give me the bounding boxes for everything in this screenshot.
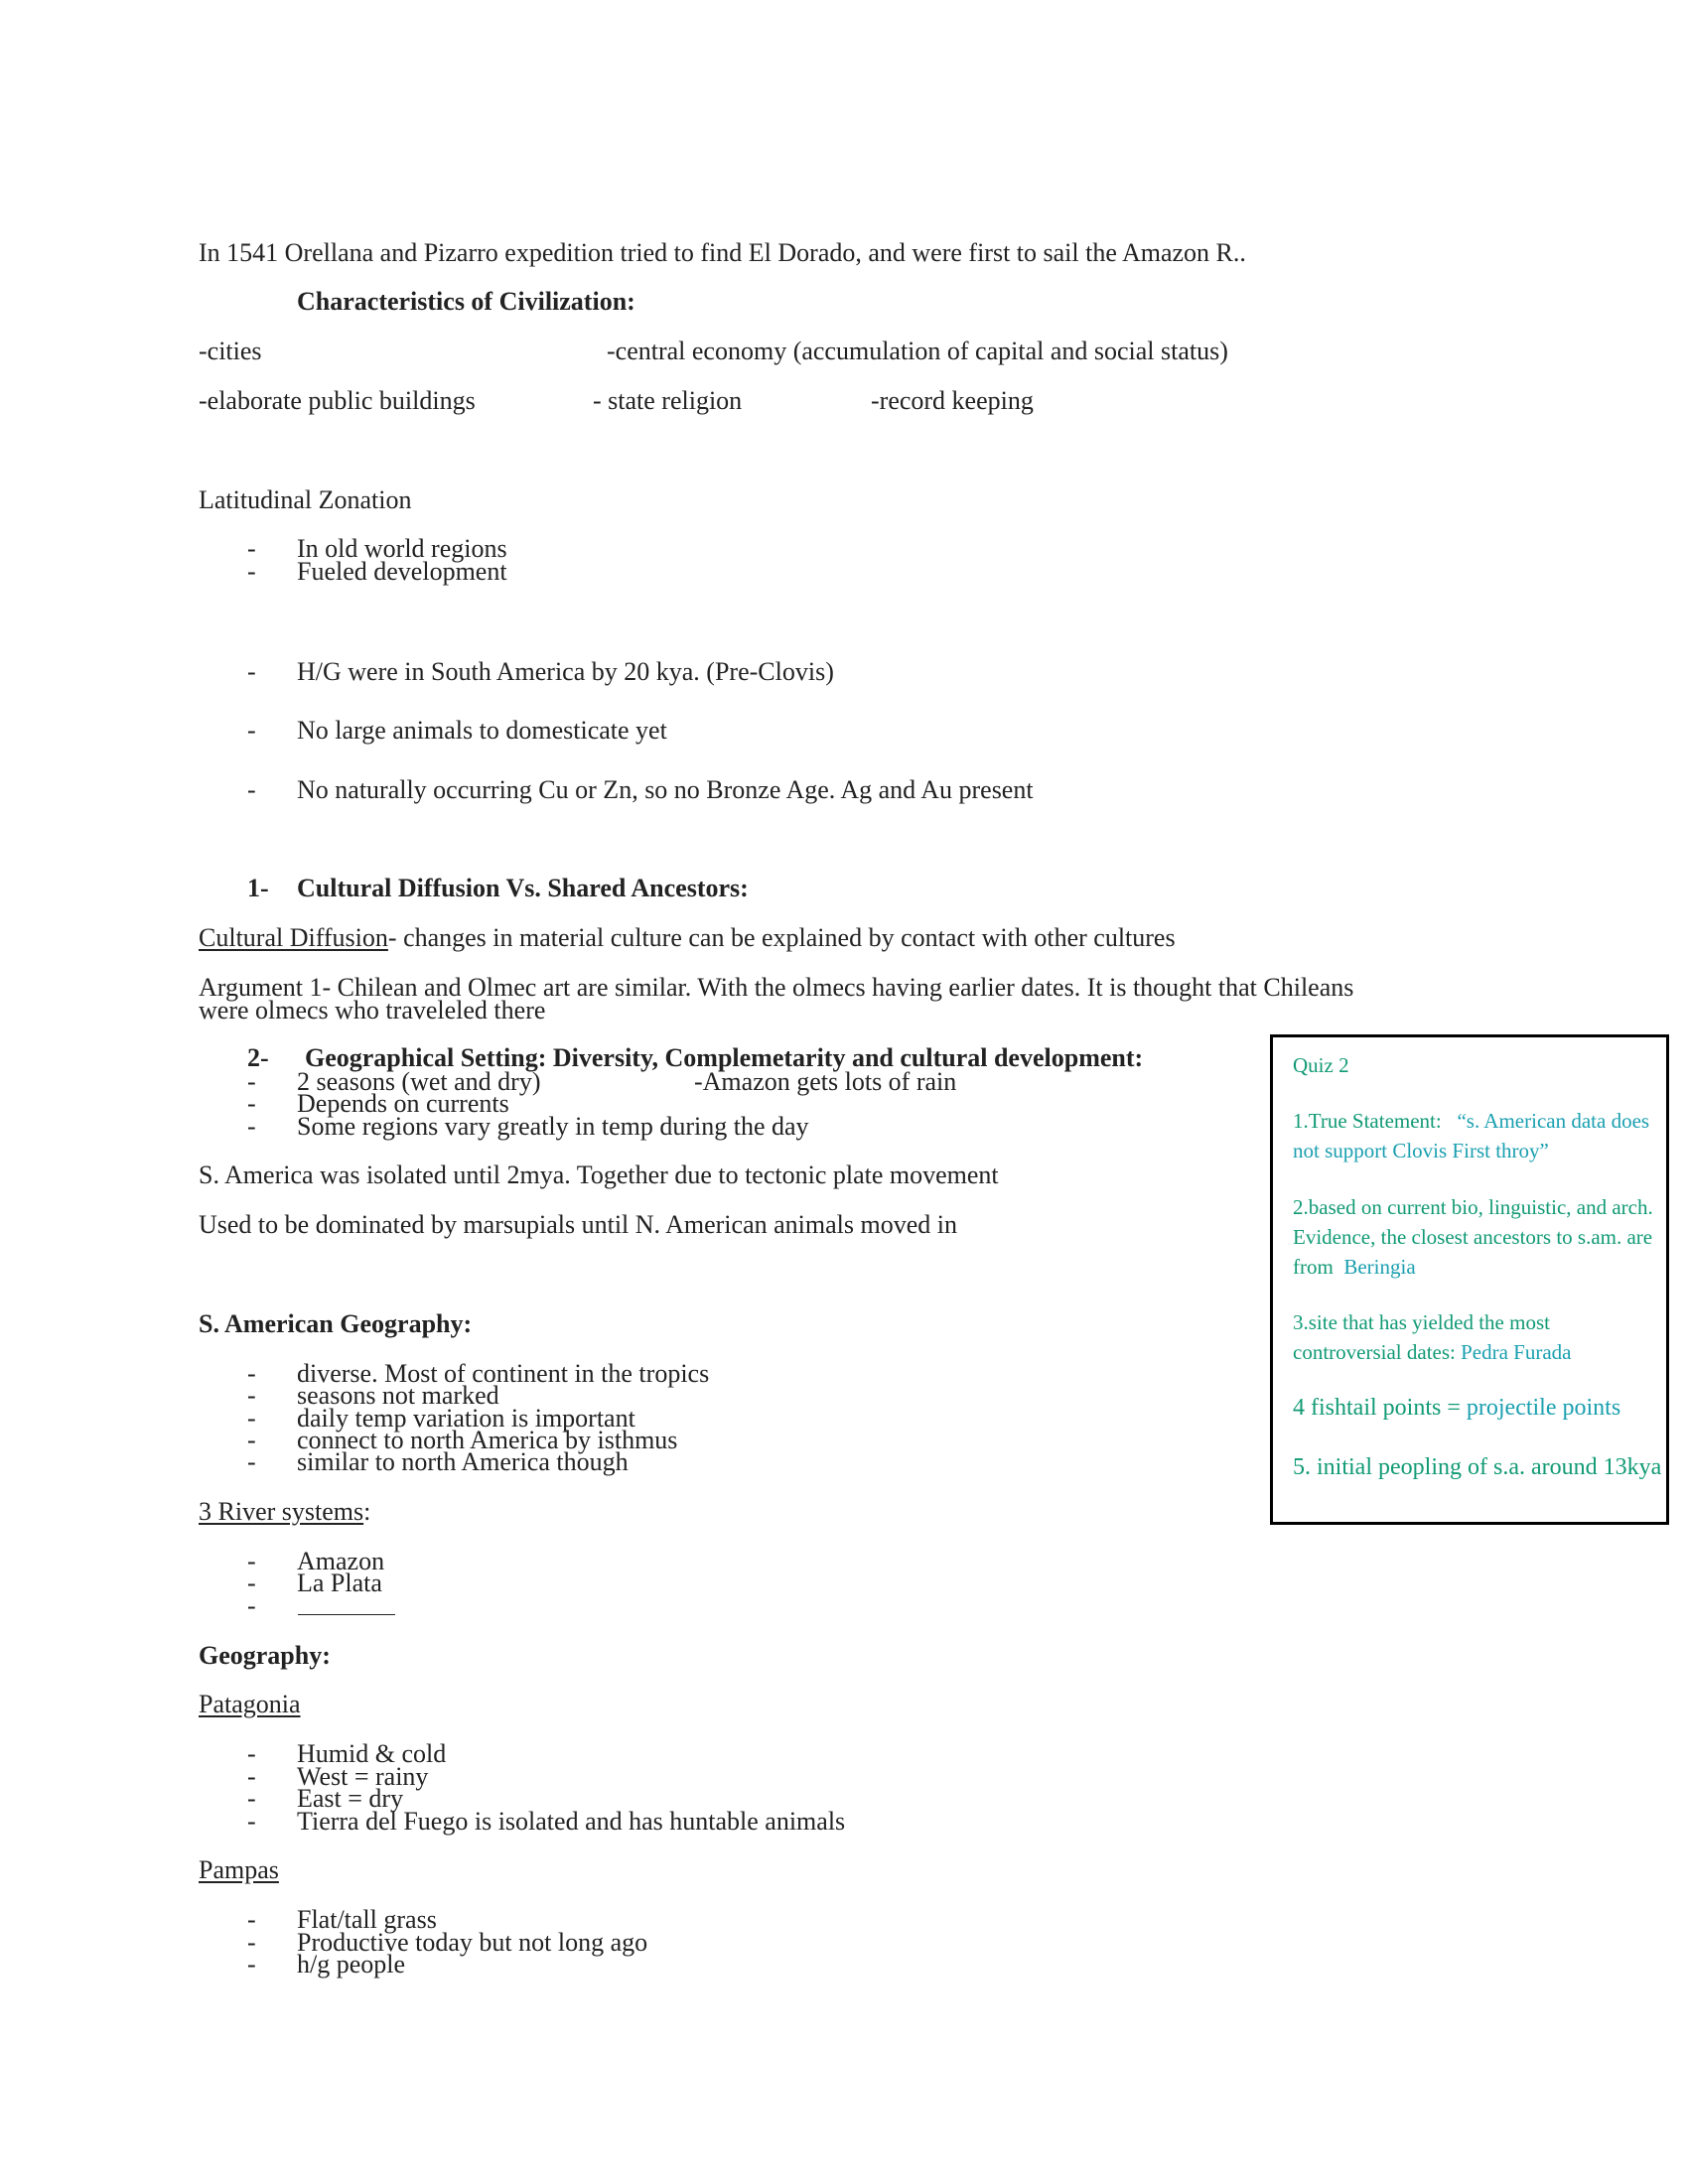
list-bullet: -	[247, 1089, 256, 1118]
list-bullet: -	[247, 1905, 256, 1934]
list-bullet: -	[247, 1359, 256, 1388]
quiz-q3: 3.site that has yielded the most controversial dates: Pedra Furada	[1293, 1310, 1572, 1364]
list-item: Fueled development	[297, 557, 507, 586]
list-bullet: -	[247, 1807, 256, 1836]
list-item: Tierra del Fuego is isolated and has huntable animals	[297, 1807, 846, 1836]
list-item: seasons not marked	[297, 1381, 499, 1410]
list-item: Amazon	[297, 1547, 385, 1575]
list-bullet: -	[247, 1928, 256, 1957]
list-bullet: -	[247, 1950, 256, 1979]
list-item: La Plata	[297, 1569, 382, 1597]
quiz-q3-answer: Pedra Furada	[1461, 1340, 1572, 1364]
quiz-q2: 2.based on current bio, linguistic, and arch. Evidence, the closest ancestors to s.am. are from Beringia	[1293, 1195, 1653, 1279]
section2-heading: Geographical Setting: Diversity, Complemetarity and cultural development:	[305, 1043, 1144, 1072]
quiz-q5: 5. initial peopling of s.a. around 13kya	[1293, 1454, 1662, 1480]
quiz-q2-answer: Beringia	[1343, 1255, 1416, 1279]
list-bullet: -	[247, 1784, 256, 1813]
list-item: H/G were in South America by 20 kya. (Pre-Clovis)	[297, 657, 834, 686]
sa-geography-heading: S. American Geography:	[199, 1309, 473, 1338]
list-item: Humid & cold	[297, 1739, 447, 1768]
char-state-religion: - state religion	[593, 386, 743, 415]
list-item: similar to north America though	[297, 1447, 629, 1476]
blank-line	[298, 1614, 395, 1615]
list-item: 2 seasons (wet and dry)	[297, 1067, 541, 1096]
isolated-sentence: S. America was isolated until 2mya. Together due to tectonic plate movement	[199, 1160, 999, 1189]
list-item: Some regions vary greatly in temp during the day	[297, 1112, 809, 1141]
list-bullet: -	[247, 557, 256, 586]
list-item: East = dry	[297, 1784, 404, 1813]
list-bullet: -	[247, 657, 256, 686]
list-item: Depends on currents	[297, 1089, 509, 1118]
list-item: diverse. Most of continent in the tropics	[297, 1359, 710, 1388]
list-bullet: -	[247, 1447, 256, 1476]
list-item: Flat/tall grass	[297, 1905, 437, 1934]
list-bullet: -	[247, 1762, 256, 1791]
list-bullet: -	[247, 716, 256, 745]
char-record-keeping: -record keeping	[871, 386, 1034, 415]
list-item: h/g people	[297, 1950, 406, 1979]
list-bullet: -	[247, 1739, 256, 1768]
list-bullet: -	[247, 1404, 256, 1433]
zonation-heading: Latitudinal Zonation	[199, 485, 412, 514]
quiz-box	[1270, 1034, 1669, 1525]
list-item: No large animals to domesticate yet	[297, 716, 667, 745]
list-item: In old world regions	[297, 534, 507, 563]
section1-number: 1-	[247, 874, 269, 902]
char-cities: -cities	[199, 337, 262, 365]
quiz-q4-answer: projectile points	[1466, 1395, 1621, 1421]
cultural-diffusion-term: Cultural Diffusion	[199, 923, 388, 952]
intro-sentence: In 1541 Orellana and Pizarro expedition tried to find El Dorado, and were first to sail the Amazon R..	[199, 238, 1246, 267]
list-bullet: -	[247, 1067, 256, 1096]
list-item: Productive today but not long ago	[297, 1928, 648, 1957]
list-bullet: -	[247, 775, 256, 804]
list-bullet: -	[247, 1112, 256, 1141]
list-bullet: -	[247, 1381, 256, 1410]
section1-heading: Cultural Diffusion Vs. Shared Ancestors:	[297, 874, 749, 902]
list-bullet: -	[247, 1426, 256, 1454]
quiz-q1-answer: “s. American data does not support Clovis First throy”	[1293, 1109, 1650, 1162]
list-item: West = rainy	[297, 1762, 429, 1791]
amazon-rain-note: -Amazon gets lots of rain	[694, 1067, 957, 1096]
cultural-diffusion-definition: Cultural Diffusion- changes in material culture can be explained by contact with other cultures	[199, 923, 1176, 952]
argument-line-1: Argument 1- Chilean and Olmec art are similar. With the olmecs having earlier dates. It is thought that Chileans	[199, 973, 1354, 1002]
list-item: daily temp variation is important	[297, 1404, 635, 1433]
quiz-q4: 4 fishtail points = projectile points	[1293, 1395, 1621, 1421]
rivers-heading: 3 River systems:	[199, 1497, 371, 1526]
patagonia-heading: Patagonia	[199, 1690, 301, 1718]
quiz-q1: 1.True Statement: “s. American data does not support Clovis First throy”	[1293, 1109, 1650, 1162]
list-item: connect to north America by isthmus	[297, 1426, 678, 1454]
char-central-economy: -central economy (accumulation of capital and social status)	[607, 337, 1228, 365]
list-bullet: -	[247, 1591, 256, 1620]
list-bullet: -	[247, 1547, 256, 1575]
geography-heading: Geography:	[199, 1641, 331, 1670]
list-item: No naturally occurring Cu or Zn, so no Bronze Age. Ag and Au present	[297, 775, 1034, 804]
char-public-buildings: -elaborate public buildings	[199, 386, 476, 415]
section2-number: 2-	[247, 1043, 269, 1072]
list-bullet: -	[247, 1569, 256, 1597]
characteristics-heading: Characteristics of Civilization:	[297, 287, 635, 316]
quiz-title: Quiz 2	[1293, 1053, 1349, 1077]
marsupials-sentence: Used to be dominated by marsupials until N. American animals moved in	[199, 1210, 957, 1239]
list-bullet: -	[247, 534, 256, 563]
pampas-heading: Pampas	[199, 1855, 279, 1884]
argument-line-2: were olmecs who traveleled there	[199, 996, 546, 1024]
